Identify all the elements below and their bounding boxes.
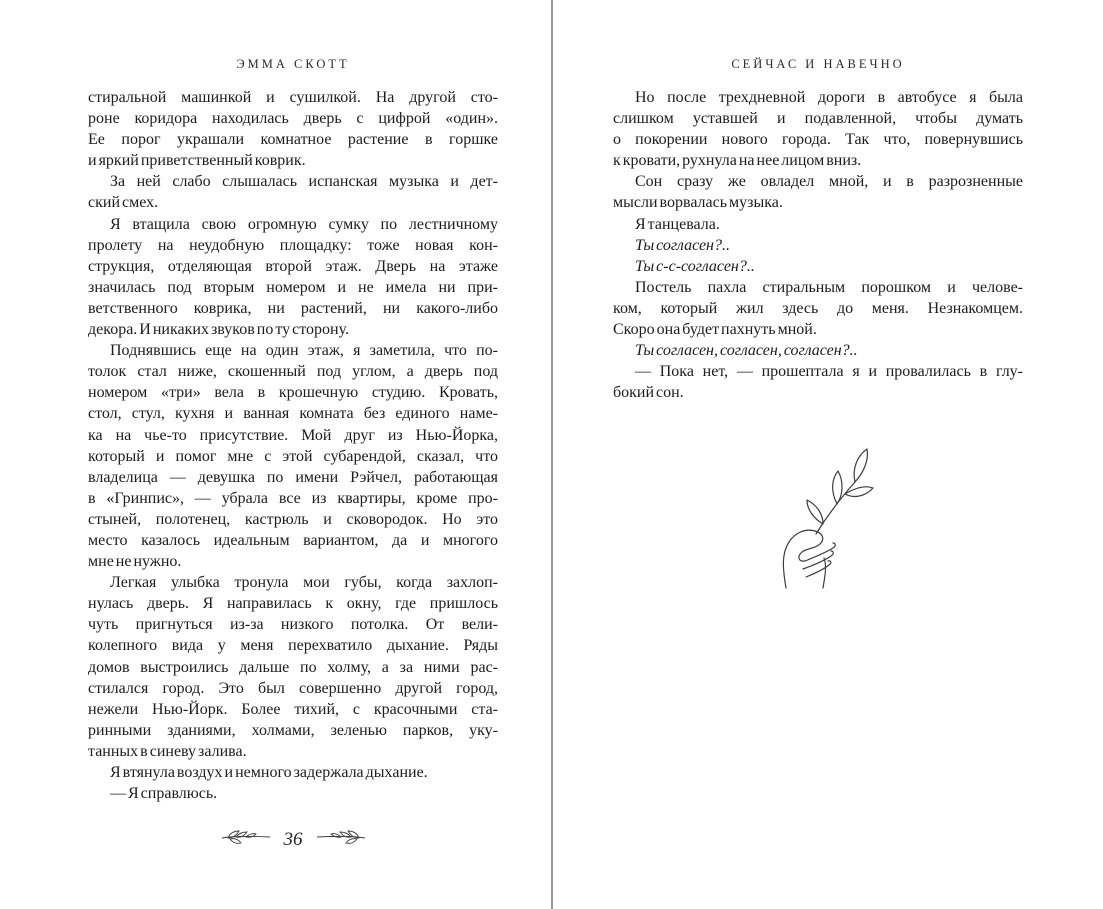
text-line: домов выстроились дальше по холму, а за ними рас- [88, 658, 498, 676]
text-line: ветственного коврика, ни растений, ни какого-либо [88, 299, 498, 317]
text-line: За ней слабо слышалась испанская музыка и дет- [110, 173, 498, 191]
paragraph [88, 340, 498, 572]
text-line: ком, который жил здесь до меня. Незнакомцем. [613, 299, 1023, 317]
text-line: пролету на неудобную площадку: тоже новая кон- [88, 236, 498, 254]
text-line: ский смех. [88, 194, 159, 212]
text-line: Постель пахла стиральным порошком и челове- [635, 278, 1023, 296]
text-line: Поднявшись еще на один этаж, я заметила, что по- [110, 342, 498, 360]
paragraph [613, 235, 1023, 256]
paragraph [613, 277, 1023, 340]
text-line: ринными зданиями, холмами, зеленью парков, уку- [88, 721, 498, 739]
left-page-footer [88, 828, 498, 851]
text-line: нежели Нью-Йорк. Более тихий, с красочными ста- [88, 700, 498, 718]
text-line: Ты согласен, согласен, согласен?.. [635, 342, 858, 360]
text-line: ка на чье-то присутствие. Мой друг из Нью-Йорка, [88, 426, 498, 444]
text-line: танных в синеву залива. [88, 742, 247, 760]
text-line: место казалось идеальным вариантом, да и многого [88, 531, 498, 549]
paragraph [88, 87, 498, 171]
flourish-left-icon [220, 828, 272, 851]
text-line: бокий сон. [613, 384, 684, 402]
text-line: Я втянула воздух и немного задержала дыхание. [110, 764, 428, 781]
flourish-right-icon [315, 828, 367, 851]
text-line: владелица — девушка по имени Рэйчел, работающая [88, 468, 498, 486]
paragraph [613, 171, 1023, 213]
text-line: Но после трехдневной дороги в автобусе я была [635, 89, 1023, 106]
right-running-head: СЕЙЧАС И НАВЕЧНО [731, 57, 905, 71]
text-line: роне коридора находилась дверь с цифрой «один». [88, 110, 498, 128]
paragraph [613, 340, 1023, 361]
text-line: мысли ворвалась музыка. [613, 194, 783, 212]
text-line: Ты с-с-согласен?.. [635, 257, 755, 275]
text-line: струкция, отделяющая второй этаж. Дверь на этаже [88, 257, 498, 275]
illustration-container [613, 436, 1023, 596]
paragraph [88, 171, 498, 213]
text-line: значилась под вторым номером и не имела ни при- [88, 278, 498, 296]
text-line: Я танцевала. [635, 215, 720, 233]
paragraph [88, 572, 498, 762]
text-line: стилался город. Это был совершенно другой город, [88, 679, 498, 697]
right-page [613, 0, 1023, 596]
text-line: о покорении нового города. Так что, повернувшись [613, 131, 1023, 149]
paragraph [613, 87, 1023, 171]
left-page [88, 0, 498, 850]
text-line: — Я справлюсь. [110, 785, 218, 803]
page-gutter-divider [551, 0, 553, 909]
left-running-head: ЭММА СКОТТ [236, 57, 350, 71]
text-line: Легкая улыбка тронула мои губы, когда захлоп- [110, 574, 498, 592]
paragraph [88, 783, 498, 804]
text-line: Ее порог украшали комнатное растение в горшке [88, 131, 498, 149]
text-line: номером «три» вела в крошечную студию. Кровать, [88, 384, 498, 402]
text-line: декора. И никаких звуков по ту сторону. [88, 321, 349, 339]
text-line: толок стал ниже, скошенный под углом, а дверь под [88, 363, 498, 381]
paragraph [613, 256, 1023, 277]
text-line: Сон сразу же овладел мной, и в разрозненные [635, 173, 1023, 191]
text-line: нулась дверь. Я направилась к окну, где пришлось [88, 595, 498, 613]
hand-holding-sprig-illustration-icon [761, 436, 876, 596]
text-line: мне не нужно. [88, 553, 182, 571]
text-line: и яркий приветственный коврик. [88, 152, 306, 170]
text-line: к кровати, рухнула на нее лицом вниз. [613, 152, 862, 170]
text-line: который и помог мне с этой субарендой, сказал, что [88, 447, 498, 465]
page-number: 36 [283, 828, 303, 850]
text-line: Я втащила свою огромную сумку по лестничному [110, 215, 498, 233]
text-line: слишком уставшей и подавленной, чтобы думать [613, 110, 1023, 128]
text-line: стиральной машинкой и сушилкой. На другой сто- [88, 89, 498, 106]
right-page-text [613, 87, 1023, 403]
text-line: стыней, полотенец, кастрюль и сковородок. Но это [88, 510, 498, 528]
left-page-text [88, 87, 498, 804]
text-line: в «Гринпис», — убрала все из квартиры, кроме про- [88, 489, 498, 507]
text-line: стол, стул, кухня и ванная комната без единого наме- [88, 405, 498, 423]
text-line: Ты согласен?.. [635, 236, 730, 254]
paragraph [613, 361, 1023, 403]
text-line: Скоро она будет пахнуть мной. [613, 321, 817, 339]
text-line: колепного вида у меня перехватило дыхание. Ряды [88, 637, 498, 655]
paragraph [88, 214, 498, 341]
paragraph [613, 214, 1023, 235]
text-line: — Пока нет, — прошептала я и провалилась в глу- [635, 363, 1023, 381]
text-line: чуть пригнуться из-за низкого потолка. От вели- [88, 616, 498, 634]
paragraph [88, 762, 498, 783]
